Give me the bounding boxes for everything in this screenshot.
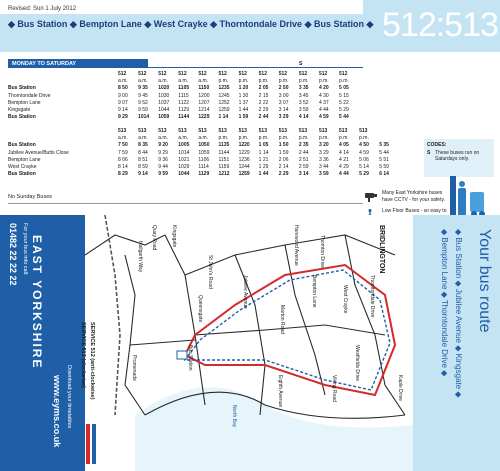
departure-time: 4 05 [339,142,349,149]
stop-name: Thorntondale Drive [8,92,51,99]
departure-time: 9 59 [138,107,148,114]
map-label: Viking Road [331,375,337,402]
service-number: 513 [218,127,227,134]
departure-time: 5 22 [339,99,349,106]
departure-time: 1129 [178,107,190,114]
stop-name: Kingsgate [8,107,31,114]
map-label: Eighth Avenue [277,375,283,408]
stop-name: Bus Station [8,142,36,149]
departure-time: 2 05 [258,85,269,92]
stop-name: Bempton Lane [8,99,41,106]
saturday-code-header: S [299,61,303,67]
departure-time: 1059 [158,114,170,121]
ampm-label: p.m. [218,134,229,141]
code-description: These buses run on Saturdays only. [435,150,480,162]
departure-time: 4 21 [339,156,349,163]
map-label: Thornton Drive [319,235,325,269]
timetable-row [8,114,359,121]
departure-time: 1144 [178,114,190,121]
service-number: 513 [138,127,147,134]
map-label: Kaple Drive [397,375,403,401]
service-number: 513 [118,127,127,134]
service-number: 513 [359,127,368,134]
stop-name: Bus Station [8,171,36,178]
departure-time: 1207 [198,99,210,106]
timetable-512 [8,70,359,121]
departure-time: 1 14 [218,114,229,121]
timetable-row [8,149,399,156]
departure-time: 1 50 [278,142,289,149]
map-label: Hallgarth Way [137,241,143,273]
map-label: Marton Road [279,305,285,334]
map-label: Promenade [131,355,137,381]
departure-time: 8 29 [118,171,128,178]
map-label: Harewood Avenue [293,225,299,266]
legend-512: SERVICE 512 (anti-clockwise) [89,322,95,400]
departure-time: 8 51 [138,156,148,163]
stop-name: Bempton Lane [8,156,41,163]
departure-time: 3 07 [278,99,289,106]
departure-time: 1 30 [238,92,249,99]
departure-time: 3 14 [298,171,309,178]
departure-time: 2 29 [258,107,269,114]
departure-time: 1030 [158,92,170,99]
departure-time: 3 45 [298,92,309,99]
departure-time: 1114 [198,164,209,171]
departure-time: 2 51 [298,156,309,163]
service-number: 513 [318,127,328,134]
departure-time: 8 59 [138,164,148,171]
departure-time: 6 14 [379,171,389,178]
ampm-label: p.m. [238,134,249,141]
map-label: Kingsgate [171,225,177,248]
codes-box [424,139,494,177]
departure-time: 5 51 [379,156,389,163]
departure-time: 5 29 [339,107,349,114]
departure-time: 1245 [218,92,230,99]
side-banner [413,215,500,471]
departure-time: 4 59 [318,114,329,121]
brand-panel [0,215,85,471]
service-number: 512 [318,70,328,77]
departure-time: 1014 [178,149,190,156]
service-number: 512 [339,70,348,77]
departure-time: 1 37 [238,99,249,106]
service-header-row [8,70,359,77]
departure-time: 1122 [178,99,190,106]
timetable-row [8,92,359,99]
departure-time: 1029 [178,164,190,171]
ampm-label: p.m. [298,134,309,141]
service-number: 512 [298,70,308,77]
stop-name: Bus Station [8,114,36,121]
timetable-row [8,85,359,92]
departure-time: 5 44 [379,149,389,156]
departure-time: 1 21 [258,156,269,163]
departure-time: 9 29 [118,114,128,121]
brand-web-prompt: Download your timetables [66,365,72,429]
departure-time: 8 35 [138,142,148,149]
timetable-row [8,163,399,170]
ampm-label: p.m. [278,77,289,84]
departure-time: 1044 [158,107,170,114]
departure-time: 9 59 [158,171,168,178]
departure-time: 4 14 [298,114,309,121]
departure-time: 1 44 [258,171,269,178]
map-label: Bempton Lane [311,275,317,308]
route-map-svg [85,215,413,471]
departure-time: 9 29 [158,149,168,156]
departure-time: 3 52 [298,99,309,106]
departure-time: 1059 [198,149,210,156]
departure-time: 1 44 [238,107,249,114]
ampm-label: p.m. [238,77,249,84]
departure-time: 1020 [158,85,170,92]
departure-time: 3 00 [278,92,289,99]
departure-time: 1005 [178,142,190,149]
code-symbol: S [427,150,431,156]
ampm-label: p.m. [339,77,349,84]
departure-time: 5 29 [359,171,369,178]
map-label: Bus Station [187,345,193,371]
service-number: 513 [258,127,267,134]
ampm-label: a.m. [178,134,189,141]
service-number: 513 [298,127,308,134]
service-number: 512 [158,70,167,77]
departure-time: 1 14 [258,149,269,156]
departure-time: 1106 [198,156,210,163]
service-number: 512 [138,70,147,77]
departure-time: 1244 [238,164,250,171]
timetable-row [8,99,359,106]
ampm-label: a.m. [198,77,209,84]
header-blank [8,70,118,77]
departure-time: 1212 [218,171,230,178]
departure-time: 3 20 [318,142,329,149]
departure-time: 4 50 [359,142,369,149]
low-floor-text: Low Floor Buses - so easy to [382,208,447,214]
departure-time: 4 20 [318,85,329,92]
departure-time: 9 07 [118,99,128,106]
departure-time: 9 52 [138,99,148,106]
departure-time: 4 30 [318,92,329,99]
service-number: 513 [278,127,288,134]
brand-web[interactable]: www.eyms.co.uk [52,375,62,448]
departure-time: 1151 [218,156,230,163]
departure-time: 3 29 [318,149,329,156]
departure-time: 3 36 [318,156,329,163]
departure-time: 1220 [238,142,250,149]
service-number: 513 [158,127,167,134]
departure-time: 1252 [218,99,230,106]
departure-time: 2 22 [258,99,269,106]
departure-time: 9 00 [118,92,128,99]
service-number: 512 [258,70,267,77]
departure-time: 2 59 [298,164,309,171]
service-number: 512 [178,70,187,77]
departure-time: 9 45 [138,92,148,99]
service-number: 512 [198,70,207,77]
departure-time: 3 35 [298,85,309,92]
service-number: 513 [238,127,247,134]
departure-time: 2 15 [258,92,269,99]
service-number: 513 [198,127,207,134]
ampm-label: a.m. [198,134,209,141]
departure-time: 2 14 [278,164,289,171]
departure-time: 4 14 [339,149,349,156]
departure-time: 2 35 [298,142,309,149]
departure-time: 1 59 [278,149,289,156]
timetable-513 [8,127,399,178]
map-town-label: BRIDLINGTON [378,225,385,274]
stop-name: Jubilee Avenue/Butts Close [8,149,69,156]
departure-time: 5 44 [339,114,349,121]
timetable-row [8,106,359,113]
railway-line [105,215,120,415]
timetable-row [8,156,399,163]
day-label: MONDAY TO SATURDAY [8,59,148,68]
map-label: Westfields Drive [354,345,360,382]
departure-time: 1021 [178,156,190,163]
route-title: ◆ Bus Station ◆ Bempton Lane ◆ West Crayke ◆ Thorntondale Drive ◆ Bus Station ◆ [8,19,374,29]
ampm-label: p.m. [278,134,289,141]
departure-time: 5 15 [339,92,349,99]
departure-time: 1214 [198,107,210,114]
bus-stop-illustration [448,174,492,218]
departure-time: 1150 [198,85,210,92]
departure-time: 1 05 [258,142,269,149]
departure-time: 5 06 [359,156,369,163]
cctv-icon [364,190,378,204]
timetable-row [8,142,399,149]
side-line-1: ◆ Bus Station ◆ Jubilee Avenue ◆ Kingsgate ◆ [454,229,463,398]
ampm-label: p.m. [258,77,269,84]
map-label: Thorntondale Drive [369,275,375,318]
legend-513-swatch [92,424,96,464]
header-blank [8,77,118,84]
ampm-label: p.m. [258,134,269,141]
departure-time: 1014 [138,114,150,121]
departure-time: 1105 [178,85,190,92]
departure-time: 2 06 [278,156,289,163]
departure-time: 4 44 [339,171,349,178]
departure-time: 1200 [198,92,210,99]
ampm-row [8,134,399,141]
departure-time: 9 44 [158,164,168,171]
service-number: 512 [218,70,227,77]
map-label: North Bay [231,405,237,428]
no-sunday-note: No Sunday Buses [8,194,53,200]
ampm-label: a.m. [158,77,168,84]
service-number: 513 [178,127,187,134]
departure-time: 1 20 [238,85,249,92]
map-label: West Crayke [342,285,348,314]
service-number: 512 [278,70,288,77]
ampm-label: a.m. [178,77,189,84]
departure-time: 5 14 [359,164,369,171]
ampm-label: a.m. [138,77,148,84]
departure-time: 8 44 [138,149,148,156]
ampm-label: a.m. [118,77,128,84]
departure-time: 4 29 [339,164,349,171]
ampm-label: a.m. [158,134,168,141]
departure-time: 1050 [198,142,210,149]
day-divider [8,67,363,68]
route-number: 512:513 [382,6,498,44]
departure-time: 1115 [178,92,189,99]
service-number: 512 [118,70,127,77]
departure-time: 1259 [218,107,230,114]
departure-time: 1044 [178,171,190,178]
departure-time: 1037 [158,99,170,106]
departure-time: 3 29 [278,114,289,121]
brand-phone: 01482 22 22 22 [8,223,18,286]
legend-512-swatch [86,424,90,464]
departure-time: 9 36 [158,156,168,163]
departure-time: 2 29 [278,171,289,178]
departure-time: 3 59 [298,107,309,114]
side-heading: Your bus route [476,229,493,333]
departure-time: 7 59 [118,149,128,156]
departure-time: 2 50 [278,85,289,92]
departure-time: 3 44 [318,164,329,171]
brand-tagline: For your bus info call: [22,223,28,276]
departure-time: 2 44 [258,114,269,121]
departure-time: 4 59 [359,149,369,156]
codes-title: CODES: [427,142,447,148]
service-number: 512 [238,70,247,77]
ampm-label: a.m. [138,134,148,141]
ampm-row [8,77,359,84]
departure-time: 4 44 [318,107,329,114]
map-label: Jubilee Avenue [242,275,248,309]
departure-time: 8 06 [118,156,128,163]
service-number: 513 [339,127,348,134]
departure-time: 9 35 [138,85,148,92]
departure-time: 1135 [218,142,230,149]
departure-time: 3 59 [318,171,329,178]
departure-time: 8 14 [118,164,128,171]
departure-time: 1 29 [258,164,269,171]
departure-time: 1129 [198,171,210,178]
ampm-label: p.m. [318,77,329,84]
departure-time: 1235 [218,85,230,92]
service-header-row [8,127,399,134]
ampm-label: p.m. [359,134,369,141]
departure-time: 3 14 [278,107,289,114]
code-item [427,150,491,162]
map-label: Queensgate [197,295,203,323]
stop-name: West Crayke [8,164,37,171]
departure-time: 4 37 [318,99,329,106]
departure-time: 5 05 [339,85,349,92]
departure-time: 1236 [238,156,250,163]
legend-513: SERVICE 513 (clockwise) [80,322,86,388]
route-map [85,215,413,471]
departure-time: 9 14 [118,107,128,114]
ampm-label: a.m. [118,134,128,141]
map-label: Quay Road [151,225,157,251]
departure-time: 7 50 [118,142,128,149]
bus-station-marker [177,351,187,359]
departure-time: 1229 [198,114,210,121]
departure-time: 2 44 [298,149,309,156]
brand-name: EAST YORKSHIRE [30,235,44,370]
ampm-label: p.m. [218,77,229,84]
header-blank [8,134,118,141]
departure-time: 1144 [218,149,230,156]
departure-time: 1259 [238,171,250,178]
no-sunday-divider [8,203,363,204]
departure-time: 1 59 [238,114,249,121]
cctv-notice [364,190,452,204]
route-512-line [185,265,395,395]
departure-time: 8 50 [118,85,128,92]
departure-time: 1159 [218,164,230,171]
departure-time: 9 14 [138,171,148,178]
map-label: St John's Road [207,255,213,289]
ampm-label: p.m. [298,77,309,84]
departure-time: 5 35 [379,142,389,149]
departure-time: 9 20 [158,142,168,149]
departure-time: 5 59 [379,164,389,171]
ampm-label: p.m. [318,134,329,141]
timetable-row [8,171,399,178]
cctv-text: Many East Yorkshire buses have CCTV - for your safety. [382,190,445,203]
legend-swatches [84,424,98,464]
side-line-2: ◆ Bempton Lane ◆ Thorntondale Drive ◆ [440,229,449,377]
departure-time: 1229 [238,149,250,156]
ampm-label: p.m. [339,134,349,141]
header-blank [8,127,118,134]
revised-date: Revised: Sun 1 July 2012 [8,6,77,12]
stop-name: Bus Station [8,85,36,92]
